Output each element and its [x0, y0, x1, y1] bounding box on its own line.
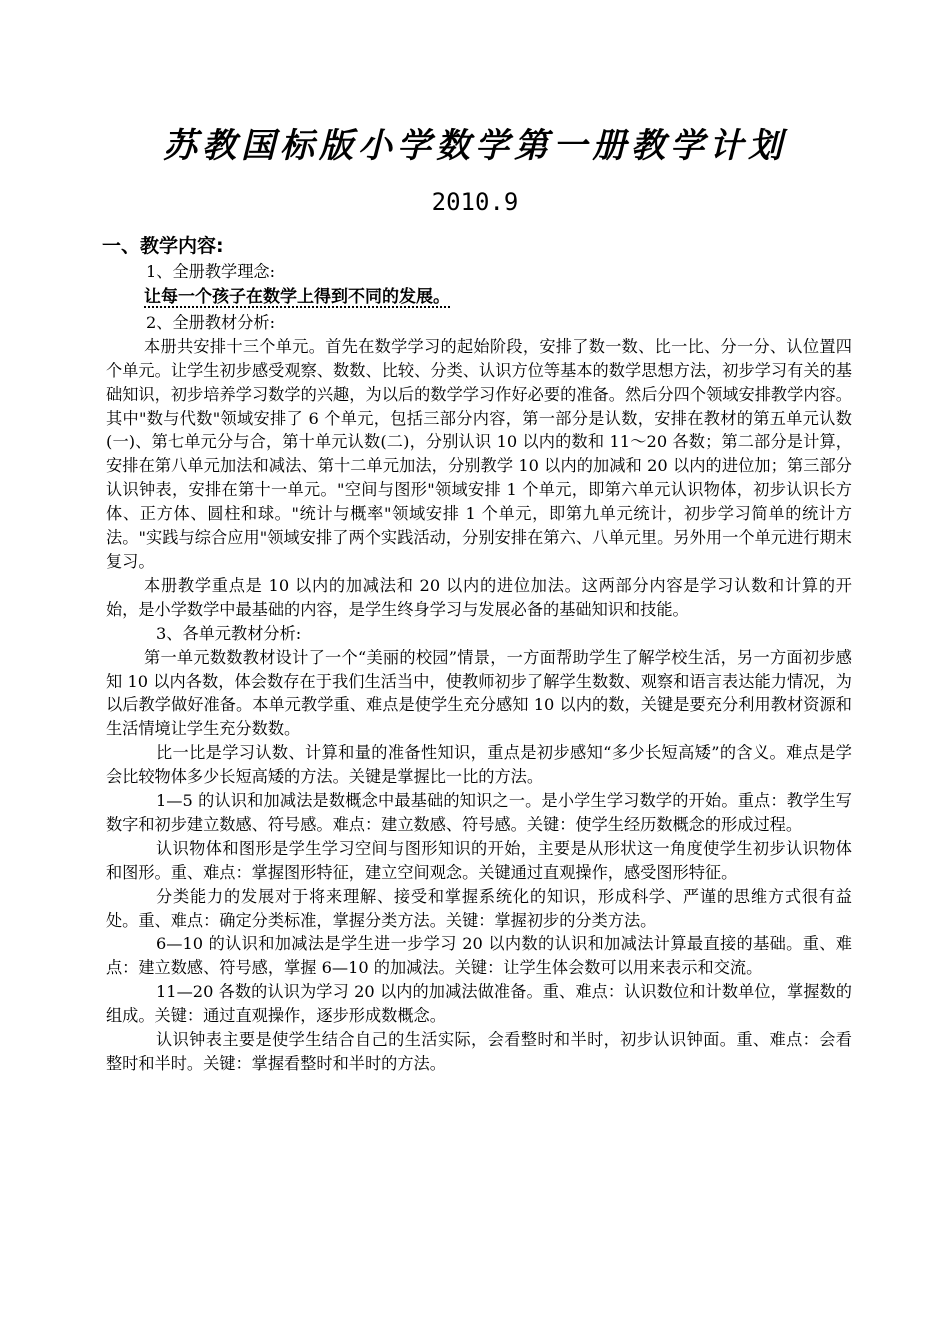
- paragraph-compare: 比一比是学习认数、计算和量的准备性知识，重点是初步感知“多少长短高矮”的含义。难点是学会比较物体多少长短高矮的方法。关键是掌握比一比的方法。: [106, 743, 852, 787]
- paragraph-1to5: 1—5 的认识和加减法是数概念中最基础的知识之一。是小学生学习数学的开始。重点：教学生写数字和初步建立数感、符号感。难点：建立数感、符号感。关键：使学生经历数概念的形成过程。: [106, 791, 852, 834]
- item-textbook-analysis: 2、全册教材分析:: [146, 312, 276, 332]
- document-body: [102, 232, 852, 1076]
- paragraph-unit1: 第一单元数数教材设计了一个“美丽的校园”情景，一方面帮助学生了解学校生活，另一方面初步感知 10 以内各数，体会数存在于我们生活当中，使教师初步了解学生数数、观察和语言表达能力情况，为以后教学做好准备。本单元教学重、难点是使学生充分感知 10 以内的数，关键是要充分利用教材资源和生活情境让学生充分数数。: [106, 647, 852, 739]
- document-title: 苏教国标版小学数学第一册教学计划: [163, 126, 787, 166]
- paragraph-overview: 本册共安排十三个单元。首先在数学学习的起始阶段，安排了数一数、比一比、分一分、认位置四个单元。让学生初步感受观察、数数、比较、分类、认识方位等基本的数学思想方法，初步学习有关的基础知识，初步培养学习数学的兴趣，为以后的数学学习作好必要的准备。然后分四个领域安排教学内容。其中"数与代数"领域安排了 6 个单元，包括三部分内容，第一部分是认数，安排在教材的第五单元认数(一)、第七单元分与合，第十单元认数(二)，分别认识 10 以内的数和 11～20 各数；第二部分是计算，安排在第八单元加法和减法、第十二单元加法，分别教学 10 以内的加减和 20 以内的进位加；第三部分认识钟表，安排在第十一单元。"空间与图形"领域安排 1 个单元，即第六单元认识物体，初步认识长方体、正方体、圆柱和球。"统计与概率"领域安排 1 个单元，即第九单元统计，初步学习简单的统计方法。"实践与综合应用"领域安排了两个实践活动，分别安排在第六、八单元里。另外用一个单元进行期末复习。: [106, 336, 852, 571]
- paragraph-classify: 分类能力的发展对于将来理解、接受和掌握系统化的知识，形成科学、严谨的思维方式很有益处。重、难点：确定分类标准，掌握分类方法。关键：掌握初步的分类方法。: [106, 886, 852, 930]
- paragraph-clock: 认识钟表主要是使学生结合自己的生活实际，会看整时和半时，初步认识钟面。重、难点：会看整时和半时。关键：掌握看整时和半时的方法。: [106, 1030, 852, 1073]
- paragraph-shapes: 认识物体和图形是学生学习空间与图形知识的开始，主要是从形状这一角度使学生初步认识物体和图形。重、难点：掌握图形特征，建立空间观念。关键通过直观操作，感受图形特征。: [106, 838, 852, 882]
- item-unit-analysis: 3、各单元教材分析:: [156, 623, 302, 643]
- paragraph-focus: 本册教学重点是 10 以内的加减法和 20 以内的进位加法。这两部分内容是学习认数和计算的开始，是小学数学中最基础的内容，是学生终身学习与发展必备的基础知识和技能。: [106, 575, 852, 619]
- document-date: 2010.9: [431, 188, 519, 216]
- item-teaching-philosophy: 1、全册教学理念:: [146, 262, 276, 281]
- teaching-motto: 让每一个孩子在数学上得到不同的发展。: [144, 286, 450, 307]
- paragraph-11to20: 11—20 各数的认识为学习 20 以内的加减法做准备。重、难点：认识数位和计数单位，掌握数的组成。关键：通过直观操作，逐步形成数概念。: [106, 982, 852, 1026]
- section-heading-teaching-content: 一、教学内容:: [102, 235, 224, 257]
- paragraph-6to10: 6—10 的认识和加减法是学生进一步学习 20 以内数的认识和加减法计算最直接的基础。重、难点：建立数感、符号感，掌握 6—10 的加减法。关键：让学生体会数可以用来表示和交流。: [106, 934, 852, 978]
